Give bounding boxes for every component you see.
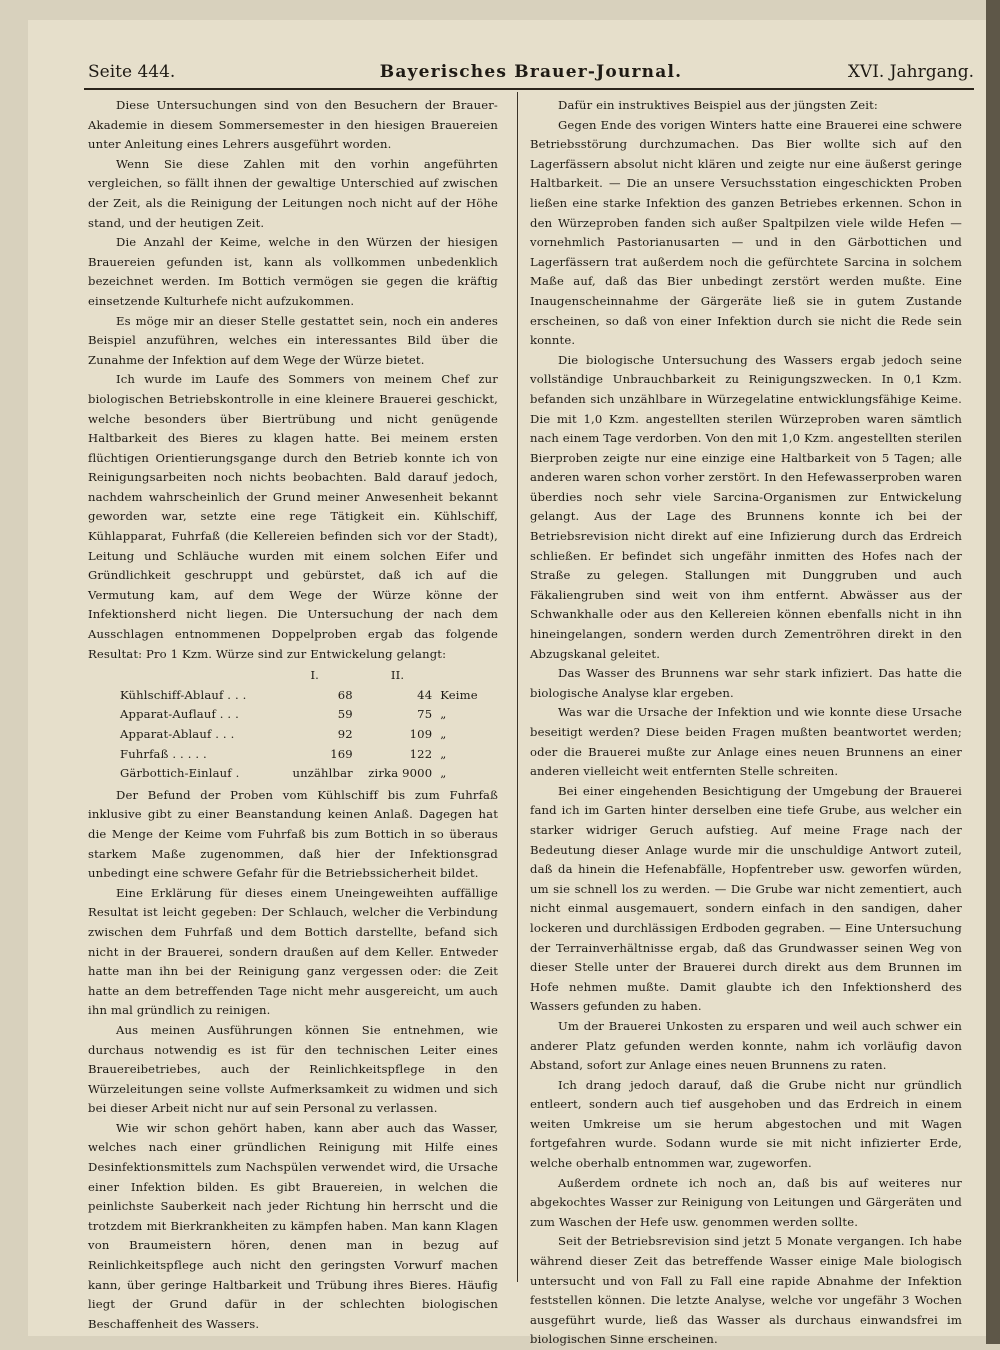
- paragraph: Wenn Sie diese Zahlen mit den vorhin angeführten vergleichen, so fällt ihnen der gewaltige Unterschied auf zwischen der Zeit, als die Reinigung der Leitungen noch nicht auf der Höhe stand, und der heutigen Zeit.: [88, 156, 498, 230]
- unit: „: [440, 746, 447, 761]
- value-i: 169: [330, 746, 353, 761]
- paragraph: Das Wasser des Brunnens war sehr stark infiziert. Das hatte die biologische Analyse klar ergeben.: [530, 666, 962, 700]
- paragraph: Bei einer eingehenden Besichtigung der Umgebung der Brauerei fand ich im Garten hinter derselben eine tiefe Grube, aus welcher ein starker widriger Geruch aufstieg. Auf meine Frage nach der Bedeutung dieser Anlage wurde mir die unschuldige Antwort zuteil, daß da hinein die Hefenabfälle, Hopfentreber usw. geworfen würden, um sie schnell los zu werden. — Die Grube war nicht zementiert, auch nicht einmal ausgemauert, sondern einfach in den sandigen, daher lockeren und durchlässigen Erdboden gegraben. — Eine Untersuchung der Terrainverhältnisse ergab, daß das Grundwasser seinen Weg von dieser Stelle unter der Brauerei durch direkt aus dem Brunnen im Hofe nehmen mußte. Damit glaubte ich den Infektionsherd des Wassers gefunden zu haben.: [530, 783, 962, 1014]
- value-ii: 122: [409, 746, 433, 761]
- paragraph: Wie wir schon gehört haben, kann aber auch das Wasser, welches nach einer gründlichen Reinigung mit Hilfe eines Desinfektionsmittels zum Nachspülen verwendet wird, die Ursache einer Infektion bilden. Es gibt Brauereien, in welchen die peinlichste Sauberkeit nach jeder Richtung hin herrscht und die trotzdem mit Bierkrankheiten zu kämpfen haben. Man kann Klagen von Braumeistern hören, denen man in bezug auf Reinlichkeitspflege auch nicht den geringsten Vorwurf machen kann, über geringe Haltbarkeit und Trübung ihres Bieres. Häufig liegt der Grund dafür in der schlechten biologischen Beschaffenheit des Wassers.: [88, 1120, 498, 1331]
- row-label: Gärbottich-Einlauf .: [120, 766, 240, 781]
- paragraph: Die biologische Untersuchung des Wassers ergab jedoch seine vollständige Unbrauchbarkeit zu Reinigungszwecken. In 0,1 Kzm. befanden sich unzählbare in Würzegelatine entwicklungsfähige Keime. Die mit 1,0 Kzm. angestellten sterilen Würzeproben waren sämtlich nach einem Tage verdorben. Von den mit 1,0 Kzm. angestellten sterilen Bierproben zeigte nur eine einzige eine Haltbarkeit von 5 Tagen; alle anderen waren schon vorher zerstört. In den Hefewasserproben waren überdies noch sehr viele Sarcina-Organismen zur Entwickelung gelangt. Aus der Lage des Brunnens konnte ich bei der Betriebsrevision nicht direkt auf eine Infizierung durch das Erdreich schließen. Er befindet sich ungefähr inmitten des Hofes nach der Straße zu gelegen. Stallungen mit Dunggruben und auch Fäkaliengruben sind weit von ihm entfernt. Abwässer aus der Schwankhalle oder aus den Kellereien können ebenfalls nicht in ihn hineingelangen, sondern werden durch Zementröhren direkt in den Abzugskanal geleitet.: [530, 352, 962, 661]
- column-divider: [517, 92, 518, 1282]
- page-header: [88, 62, 974, 84]
- paragraph: Gegen Ende des vorigen Winters hatte eine Brauerei eine schwere Betriebsstörung durchzumachen. Das Bier wollte sich auf den Lagerfässern absolut nicht klären und zeigte nur eine äußerst geringe Haltbarkeit. — Die an unsere Versuchsstation eingeschickten Proben ließen eine starke Infektion des ganzen Betriebes erkennen. Schon in den Würzeproben fanden sich außer Spaltpilzen viele wilde Hefen — vornehmlich Pastorianusarten — und in den Gärbottichen und Lagerfässern trat außerdem noch die gefürchtete Sarcina in solchem Maße auf, daß das Bier unbedingt zerstört werden mußte. Eine Inaugenscheinnahme der Gärgeräte ließ sie in gutem Zustande erscheinen, so daß von einer Infektion durch sie nicht die Rede sein konnte.: [530, 117, 962, 348]
- value-ii: 75: [417, 707, 433, 722]
- germ-count-table: [120, 666, 498, 784]
- value-ii: zirka 9000: [368, 766, 433, 781]
- paragraph: Die Anzahl der Keime, welche in den Würzen der hiesigen Brauereien gefunden ist, kann als vollkommen unbedenklich bezeichnet werden. Im Bottich vermögen sie gegen die kräftig einsetzende Kulturhefe nicht aufzukommen.: [88, 235, 498, 308]
- paragraph: Ich drang jedoch darauf, daß die Grube nicht nur gründlich entleert, sondern auch tief ausgehoben und das Erdreich in einem weiten Umkreise um sie herum abgestochen und mit Wagen fortgefahren wurde. Sodann wurde sie mit nicht infizierter Erde, welche oberhalb entnommen war, zugeworfen.: [530, 1077, 962, 1171]
- left-column: [88, 96, 498, 1334]
- paragraph: Was war die Ursache der Infektion und wie konnte diese Ursache beseitigt werden? Diese beiden Fragen mußten beantwortet werden; oder die Brauerei mußte zur Anlage eines neuen Brunnens an einer anderen vielleicht weit entfernten Stelle schreiten.: [530, 705, 962, 779]
- column-header-ii: II.: [390, 668, 405, 683]
- row-label: Apparat-Auflauf . . .: [120, 707, 239, 722]
- column-header-i: I.: [310, 668, 320, 683]
- paragraph: Außerdem ordnete ich noch an, daß bis auf weiteres nur abgekochtes Wasser zur Reinigung von Leitungen und Gärgeräten und zum Waschen der Hefe usw. genommen werden sollte.: [530, 1175, 962, 1229]
- table-row: [120, 764, 498, 784]
- paragraph: Eine Erklärung für dieses einem Uneingeweihten auffällige Resultat ist leicht gegeben: Der Schlauch, welcher die Verbindung zwischen dem Fuhrfaß und dem Bottich darstellte, befand sich nicht in der Brauerei, sondern draußen auf dem Keller. Entweder hatte man ihn bei der Reinigung ganz vergessen oder: die Zeit hatte an dem betreffenden Tage nicht mehr ausgereicht, um auch ihn mal gründlich zu reinigen.: [88, 885, 498, 1018]
- paragraph: Um der Brauerei Unkosten zu ersparen und weil auch schwer ein anderer Platz gefunden werden konnte, nahm ich vorläufig davon Abstand, sofort zur Anlage eines neuen Brunnens zu raten.: [530, 1018, 962, 1073]
- table-header-row: [120, 666, 498, 686]
- table-row: [120, 705, 498, 725]
- row-label: Kühlschiff-Ablauf . . .: [120, 687, 247, 702]
- value-i: unzählbar: [292, 766, 353, 781]
- paragraph: Es möge mir an dieser Stelle gestattet sein, noch ein anderes Beispiel anzuführen, welches ein interessantes Bild über die Zunahme der Infektion auf dem Wege der Würze bietet.: [88, 313, 498, 367]
- journal-title: Bayerisches Brauer-Journal.: [379, 62, 683, 82]
- scan-edge: [986, 0, 1000, 1344]
- row-label: Fuhrfaß . . . . .: [120, 746, 207, 761]
- table-row: [120, 725, 498, 745]
- unit: Keime: [440, 687, 478, 702]
- paragraph: Diese Untersuchungen sind von den Besuchern der Brauer-Akademie in diesem Sommersemester in den hiesigen Brauereien unter Anleitung eines Lehrers ausgeführt worden.: [88, 98, 498, 152]
- value-i: 92: [337, 727, 353, 741]
- paragraph: Dafür ein instruktives Beispiel aus der jüngsten Zeit:: [558, 98, 878, 112]
- unit: „: [440, 766, 447, 781]
- paragraph: Ich wurde im Laufe des Sommers von meinem Chef zur biologischen Betriebskontrolle in eine kleinere Brauerei geschickt, welche besonders über Biertrübung und nicht genügende Haltbarkeit des Bieres zu klagen hatte. Bei meinem ersten flüchtigen Orientierungsgange durch den Betrieb konnte ich von Reinigungsarbeiten noch nichts beobachten. Bald darauf jedoch, nachdem wahrscheinlich der Grund meiner Anwesenheit bekannt geworden war, setzte eine rege Tätigkeit ein. Kühlschiff, Kühlapparat, Fuhrfaß (die Kellereien befinden sich vor der Stadt), Leitung und Schläuche wurden mit einem solchen Eifer und Gründlichkeit geschruppt und gebürstet, daß ich auf die Vermutung kam, auf dem Wege der Würze könne der Infektionsherd nicht liegen. Die Untersuchung der nach dem Ausschlagen entnommenen Doppelproben ergab das folgende Resultat: Pro 1 Kzm. Würze sind zur Entwickelung gelangt:: [88, 372, 498, 661]
- paragraph: Aus meinen Ausführungen können Sie entnehmen, wie durchaus notwendig es ist für den technischen Leiter eines Brauereibetriebes, auch der Reinlichkeitspflege in den Würzeleitungen seine vollste Aufmerksamkeit zu widmen und sich bei dieser Arbeit nicht nur auf sein Personal zu verlassen.: [88, 1022, 498, 1116]
- row-label: Apparat-Ablauf . . .: [120, 727, 235, 741]
- table-row: [120, 686, 498, 706]
- right-column: [530, 96, 962, 1350]
- table-row: [120, 745, 498, 765]
- value-i: 68: [337, 687, 353, 702]
- paragraph: Der Befund der Proben vom Kühlschiff bis zum Fuhrfaß inklusive gibt zu einer Beanstandung keinen Anlaß. Dagegen hat die Menge der Keime vom Fuhrfaß bis zum Bottich in so überaus starkem Maße zugenommen, daß hier der Infektionsgrad unbedingt eine schwere Gefahr für die Betriebssicherheit bildet.: [88, 787, 498, 881]
- value-i: 59: [337, 707, 353, 722]
- unit: „: [440, 707, 447, 722]
- page-number: Seite 444.: [88, 62, 176, 82]
- paragraph: Seit der Betriebsrevision sind jetzt 5 Monate vergangen. Ich habe während dieser Zeit das betreffende Wasser einige Male biologisch untersucht und von Fall zu Fall eine rapide Abnahme der Infektion feststellen können. Die letzte Analyse, welche vor ungefähr 3 Wochen ausgeführt wurde, ließ das Wasser als durchaus einwandsfrei im biologischen Sinne erscheinen.: [530, 1234, 962, 1347]
- volume-label: XVI. Jahrgang.: [847, 62, 974, 82]
- unit: „: [440, 727, 447, 741]
- header-rule: [84, 88, 974, 90]
- value-ii: 109: [409, 727, 433, 741]
- value-ii: 44: [417, 687, 433, 702]
